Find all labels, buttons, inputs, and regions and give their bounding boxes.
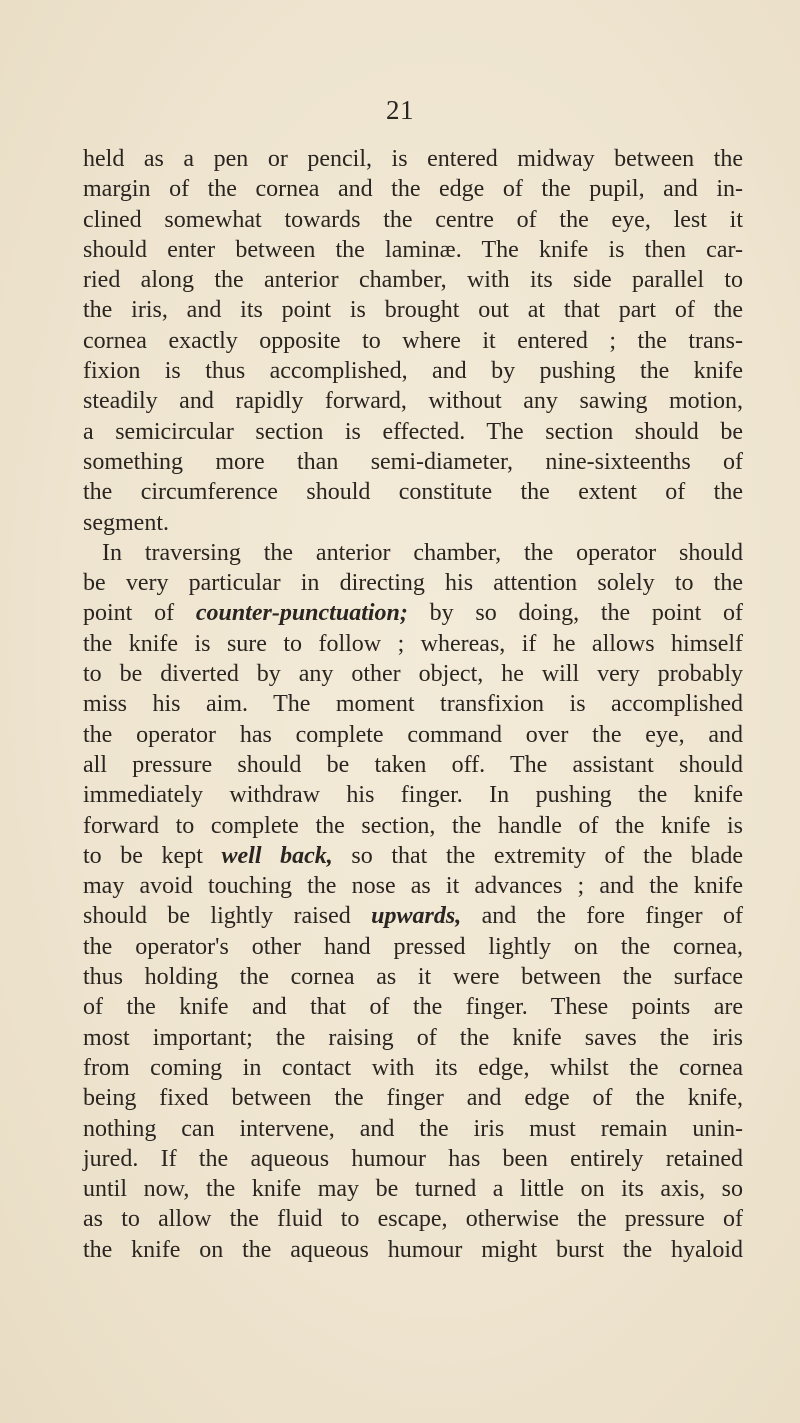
text-segment: being fixed between the finger and edge of the knife, (83, 1085, 743, 1112)
text-segment: all pressure should be taken off. The assistant should (83, 751, 743, 778)
text-segment: fixion is thus accomplished, and by pushing the knife (83, 358, 743, 385)
text-line (83, 417, 743, 447)
text-segment: to be kept (83, 842, 222, 869)
page-number: 21 (386, 95, 414, 125)
text-line (83, 295, 743, 325)
text-segment: the knife is sure to follow ; whereas, if he allows himself (83, 630, 743, 657)
text-line (83, 386, 743, 416)
text-line (83, 598, 743, 628)
text-line (83, 992, 743, 1022)
text-segment: held as a pen or pencil, is entered midway between the (83, 146, 743, 172)
text-segment: jured. If the aqueous humour has been entirely retained (83, 1145, 743, 1172)
text-line (83, 932, 743, 962)
text-segment: should be lightly raised (83, 903, 372, 930)
text-line (83, 720, 743, 750)
text-line (83, 1235, 743, 1265)
text-segment: from coming in contact with its edge, whilst the cornea (83, 1054, 743, 1081)
text-line (83, 1144, 743, 1174)
text-line (83, 962, 743, 992)
text-segment: margin of the cornea and the edge of the pupil, and in- (83, 176, 743, 203)
text-segment: of the knife and that of the finger. These points are (83, 994, 743, 1021)
text-segment: may avoid touching the nose as it advances ; and the knife (83, 873, 743, 900)
text-segment: clined somewhat towards the centre of the eye, lest it (83, 206, 743, 233)
text-segment: and the fore finger of (461, 903, 744, 930)
text-line (83, 780, 743, 810)
text-segment: the operator has complete command over the eye, and (83, 721, 743, 748)
text-segment: until now, the knife may be turned a little on its axis, so (83, 1176, 743, 1203)
text-segment: something more than semi-diameter, nine-sixteenths of (83, 448, 743, 475)
italic-text: counter-punctuation; (195, 600, 408, 627)
text-line (83, 841, 743, 871)
text-segment: a semicircular section is effected. The section should be (83, 418, 743, 445)
text-line (83, 235, 743, 265)
text-line (83, 659, 743, 689)
text-line (83, 1114, 743, 1144)
text-line (83, 508, 743, 538)
text-line (83, 871, 743, 901)
text-line (83, 447, 743, 477)
text-line (83, 1174, 743, 1204)
text-segment: to be diverted by any other object, he will very probably (83, 661, 743, 688)
text-segment: immediately withdraw his finger. In pushing the knife (83, 782, 743, 809)
text-segment: segment. (83, 509, 169, 536)
text-line (83, 356, 743, 386)
text-line (83, 538, 743, 568)
text-segment: the iris, and its point is brought out at that part of the (83, 297, 743, 324)
text-segment: so that the extremity of the blade (332, 842, 744, 869)
text-line (83, 1053, 743, 1083)
text-line (83, 326, 743, 356)
text-segment: In traversing the anterior chamber, the operator should (102, 539, 743, 566)
italic-text: well back, (221, 842, 333, 869)
text-line (83, 901, 743, 931)
text-segment: the circumference should constitute the extent of the (83, 479, 743, 506)
text-segment: should enter between the laminæ. The knife is then car- (83, 236, 743, 263)
text-segment: thus holding the cornea as it were between the surface (83, 964, 743, 991)
text-segment: forward to complete the section, the handle of the knife is (83, 812, 743, 839)
text-segment: miss his aim. The moment transfixion is accomplished (83, 691, 743, 718)
text-segment: steadily and rapidly forward, without any sawing motion, (83, 388, 743, 415)
text-line (83, 265, 743, 295)
text-segment: ried along the anterior chamber, with its side parallel to (83, 267, 743, 294)
text-line (83, 205, 743, 235)
text-segment: nothing can intervene, and the iris must remain unin- (83, 1115, 743, 1142)
text-segment: most important; the raising of the knife saves the iris (83, 1024, 743, 1051)
body-text (83, 144, 743, 1265)
text-segment: as to allow the fluid to escape, otherwise the pressure of (83, 1206, 743, 1233)
text-line (83, 811, 743, 841)
text-line (83, 750, 743, 780)
text-line (83, 689, 743, 719)
text-line (83, 174, 743, 204)
text-line (83, 629, 743, 659)
text-line (83, 144, 743, 174)
text-line (83, 1204, 743, 1234)
text-line (83, 477, 743, 507)
text-segment: the knife on the aqueous humour might burst the hyaloid (83, 1236, 743, 1263)
text-line (83, 568, 743, 598)
text-segment: cornea exactly opposite to where it entered ; the trans- (83, 327, 743, 354)
text-segment: be very particular in directing his attention solely to the (83, 570, 743, 597)
italic-text: upwards, (371, 903, 462, 930)
text-segment: the operator's other hand pressed lightly on the cornea, (83, 933, 743, 960)
text-line (83, 1023, 743, 1053)
text-segment: point of (83, 600, 196, 627)
text-line (83, 1083, 743, 1113)
text-segment: by so doing, the point of (407, 600, 744, 627)
